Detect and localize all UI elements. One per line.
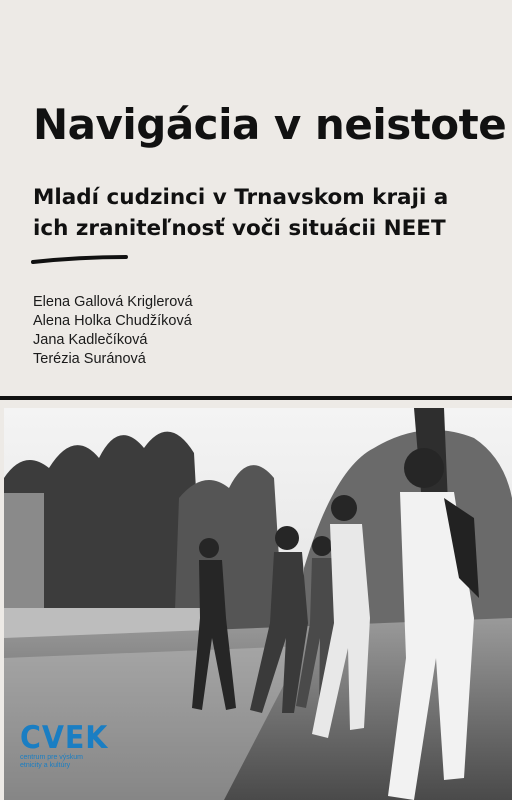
report-subtitle (33, 182, 483, 244)
subtitle-line-2: ich zraniteľnosť voči situácii NEET (33, 216, 446, 241)
author-name: Jana Kadlečíková (33, 332, 148, 348)
author-list (33, 293, 193, 369)
report-title: Navigácia v neistote (33, 100, 507, 149)
author-name: Elena Gallová Kriglerová (33, 294, 193, 310)
author-name: Alena Holka Chudžíková (33, 313, 192, 329)
subtitle-line-1: Mladí cudzinci v Trnavskom kraji a (33, 185, 449, 210)
title-underline-swoosh (31, 254, 129, 266)
author-name: Terézia Suránová (33, 351, 146, 367)
cvek-logo-tagline-line-2: etnicity a kultúry (20, 762, 71, 769)
cvek-logo-tagline-line-1: centrum pre výskum (20, 754, 84, 761)
cvek-logo-wordmark: CVEK (20, 720, 109, 756)
section-divider (0, 396, 512, 400)
cvek-logo (20, 722, 116, 770)
